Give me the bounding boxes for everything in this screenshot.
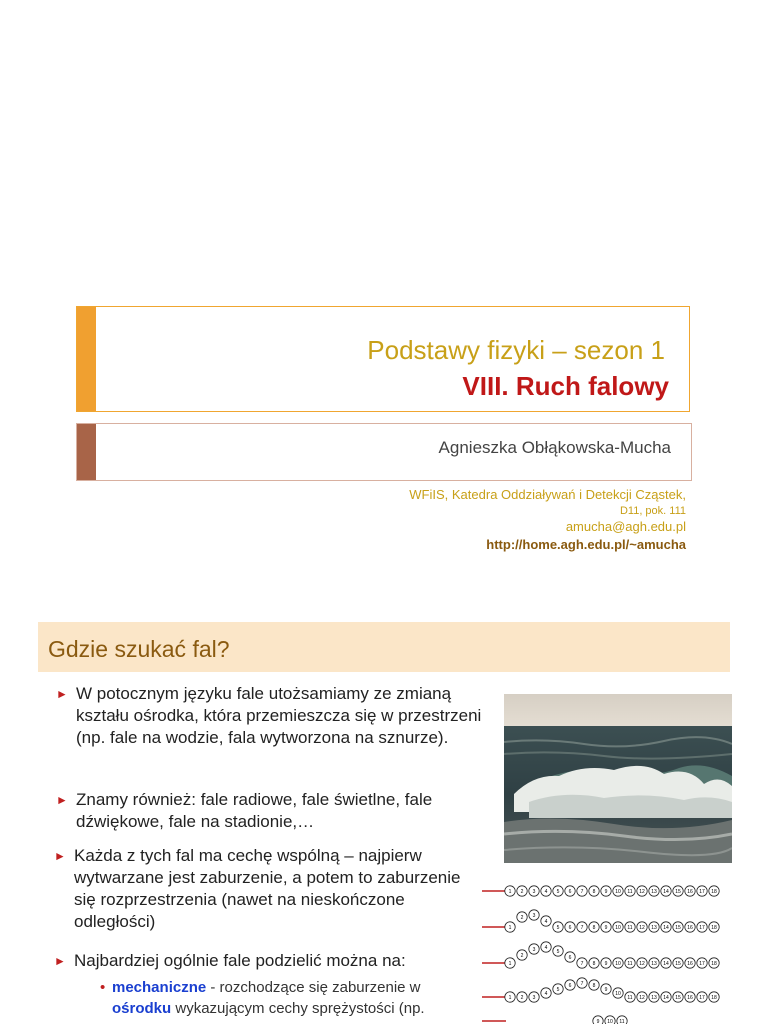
keyword-medium: ośrodku xyxy=(112,1000,172,1017)
bead-label: 5 xyxy=(556,925,560,931)
bead-label: 16 xyxy=(687,961,693,967)
bead-label: 12 xyxy=(639,961,645,967)
subbullet-mechanical xyxy=(100,977,482,1019)
bead-label: 2 xyxy=(520,953,524,959)
bead-label: 14 xyxy=(663,889,669,895)
bead-label: 3 xyxy=(532,913,536,919)
bead-label: 11 xyxy=(627,925,633,931)
bead-label: 5 xyxy=(556,987,560,993)
bullet-marker-icon: ► xyxy=(56,793,68,807)
bead-label: 12 xyxy=(639,995,645,1001)
slide2-header xyxy=(38,622,730,672)
bead-label: 16 xyxy=(687,889,693,895)
bullet-common-feature xyxy=(54,845,474,933)
affiliation-department: WFiIS, Katedra Oddziaływań i Detekcji Cząstek, xyxy=(409,487,686,502)
bead-label: 5 xyxy=(556,949,560,955)
bead-label: 7 xyxy=(580,889,584,895)
bead-chain-diagram xyxy=(466,878,736,1024)
bead-label: 3 xyxy=(532,947,536,953)
bead-label: 6 xyxy=(568,925,572,931)
bead-label: 13 xyxy=(651,961,657,967)
bead-label: 9 xyxy=(596,1019,600,1024)
bead-label: 8 xyxy=(592,961,596,967)
affiliation-homepage-link[interactable]: http://home.agh.edu.pl/~amucha xyxy=(486,537,686,552)
bead-row xyxy=(482,942,719,968)
author-box xyxy=(76,423,692,481)
bead-label: 15 xyxy=(675,889,681,895)
bead-label: 17 xyxy=(699,925,705,931)
bead-label: 11 xyxy=(627,995,633,1001)
bead-label: 15 xyxy=(675,925,681,931)
bead-label: 2 xyxy=(520,995,524,1001)
bullet-marker-icon: ► xyxy=(54,849,66,863)
bead-label: 7 xyxy=(580,925,584,931)
bead-label: 15 xyxy=(675,961,681,967)
bead-label: 3 xyxy=(532,889,536,895)
bead-label: 4 xyxy=(544,889,548,895)
bead-label: 12 xyxy=(639,925,645,931)
lecture-title: VIII. Ruch falowy xyxy=(462,371,669,401)
bead-row xyxy=(482,886,719,896)
bead-label: 1 xyxy=(508,961,512,967)
bullet-marker-icon: ► xyxy=(54,954,66,968)
subbullet-text-1: - rozchodzące się zaburzenie w xyxy=(206,979,421,996)
bead-label: 10 xyxy=(615,991,621,997)
bead-label: 13 xyxy=(651,925,657,931)
course-title: Podstawy fizyki – sezon 1 xyxy=(367,335,665,365)
bead-label: 17 xyxy=(699,889,705,895)
bead-label: 8 xyxy=(592,889,596,895)
bead-label: 18 xyxy=(711,889,717,895)
bead-label: 8 xyxy=(592,925,596,931)
bead-label: 10 xyxy=(607,1019,613,1024)
keyword-mechanical: mechaniczne xyxy=(112,979,207,996)
bead-label: 2 xyxy=(520,915,524,921)
ocean-wave-photo xyxy=(504,694,732,863)
bead-label: 9 xyxy=(604,925,608,931)
bead-label: 16 xyxy=(687,995,693,1001)
author-name: Agnieszka Obłąkowska-Mucha xyxy=(438,438,671,457)
bead-label: 18 xyxy=(711,961,717,967)
bead-label: 4 xyxy=(544,991,548,997)
bead-label: 17 xyxy=(699,961,705,967)
bead-label: 14 xyxy=(663,925,669,931)
subbullet-text-2: wykazującym cechy sprężystości (np. xyxy=(171,1000,425,1017)
bead-label: 1 xyxy=(508,925,512,931)
bead-label: 4 xyxy=(544,919,548,925)
bead-label: 6 xyxy=(568,955,572,961)
affiliation-email[interactable]: amucha@agh.edu.pl xyxy=(565,519,686,534)
bead-label: 18 xyxy=(711,925,717,931)
bead-label: 6 xyxy=(568,889,572,895)
bullet-marker-icon: ► xyxy=(56,687,68,701)
bullet-text: Najbardziej ogólnie fale podzielić można na: xyxy=(74,951,406,970)
bead-label: 9 xyxy=(604,961,608,967)
subbullet-marker-icon: • xyxy=(100,979,106,996)
bead-label: 9 xyxy=(604,889,608,895)
bead-label: 16 xyxy=(687,925,693,931)
affiliation-room: D11, pok. 111 xyxy=(619,505,686,517)
bullet-text-lead: Każda z tych fal ma cechę wspólną – xyxy=(74,846,359,865)
bead-label: 13 xyxy=(651,889,657,895)
bead-label: 1 xyxy=(508,995,512,1001)
title-accent-bar xyxy=(77,307,96,411)
bead-label: 1 xyxy=(508,889,512,895)
bead-label: 14 xyxy=(663,961,669,967)
bead-row xyxy=(482,1016,627,1024)
bead-label: 9 xyxy=(604,987,608,993)
slide2-title: Gdzie szukać fal? xyxy=(48,636,230,662)
bead-label: 2 xyxy=(520,889,524,895)
bead-row xyxy=(482,910,719,932)
bullet-text: Znamy również: fale radiowe, fale świetlne, fale dźwiękowe, fale na stadionie,… xyxy=(76,790,433,831)
bead-row xyxy=(482,978,719,1002)
bead-label: 13 xyxy=(651,995,657,1001)
bead-label: 4 xyxy=(544,945,548,951)
bead-label: 5 xyxy=(556,889,560,895)
bead-label: 11 xyxy=(619,1019,625,1024)
bead-label: 8 xyxy=(592,983,596,989)
bead-label: 7 xyxy=(580,981,584,987)
bead-label: 11 xyxy=(627,889,633,895)
bead-label: 7 xyxy=(580,961,584,967)
bead-label: 3 xyxy=(532,995,536,1001)
bead-label: 12 xyxy=(639,889,645,895)
bead-label: 11 xyxy=(627,961,633,967)
bullet-classification xyxy=(54,950,474,972)
bullet-wave-types xyxy=(56,789,496,833)
bead-label: 14 xyxy=(663,995,669,1001)
bullet-everyday-waves xyxy=(56,683,496,749)
bead-label: 10 xyxy=(615,961,621,967)
author-accent-bar xyxy=(77,424,96,480)
bead-label: 10 xyxy=(615,925,621,931)
bead-label: 10 xyxy=(615,889,621,895)
bullet-text-rest: najpierw wytwarzane jest zaburzenie, a potem to zaburzenie się rozprzestrzenia (nawet na nieskończone odległości) xyxy=(74,846,461,931)
bullet-text: W potocznym języku fale utożsamiamy ze zmianą kształu ośrodka, która przemieszcza się w przestrzeni (np. fale na wodzie, fala wytworzona na sznurze). xyxy=(76,684,482,747)
title-box xyxy=(76,306,690,412)
bead-label: 17 xyxy=(699,995,705,1001)
bead-label: 6 xyxy=(568,983,572,989)
bead-label: 15 xyxy=(675,995,681,1001)
bead-label: 18 xyxy=(711,995,717,1001)
